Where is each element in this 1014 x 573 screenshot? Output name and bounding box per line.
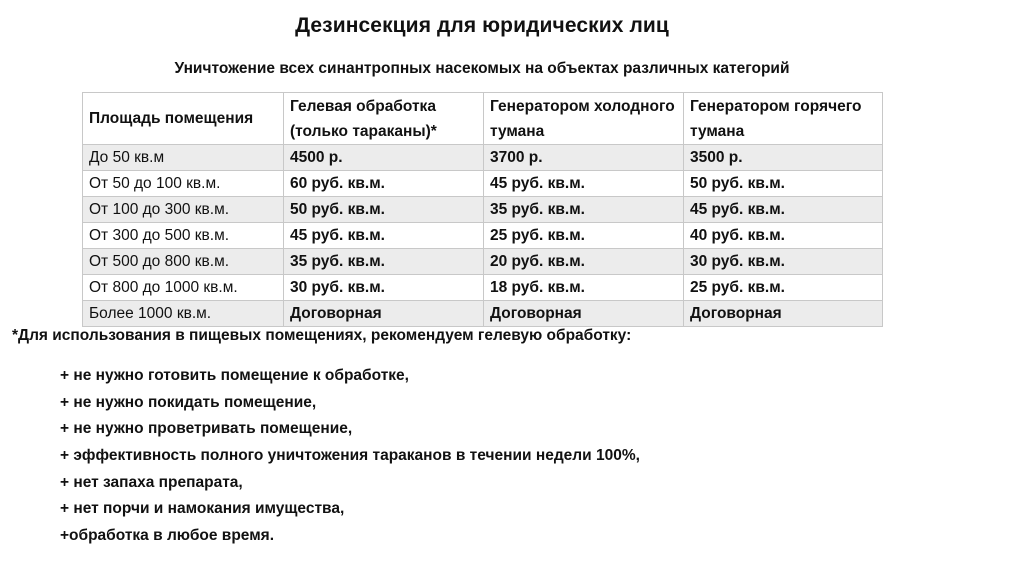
table-row bbox=[83, 249, 883, 275]
price-cell: 25 руб. кв.м. bbox=[484, 223, 684, 249]
list-item: + эффективность полного уничтожения тараканов в течении недели 100%, bbox=[60, 447, 640, 465]
list-item: + не нужно проветривать помещение, bbox=[60, 420, 353, 438]
list-item: + не нужно готовить помещение к обработке, bbox=[60, 367, 409, 384]
price-cell: 45 руб. кв.м. bbox=[284, 223, 484, 249]
table-row bbox=[83, 223, 883, 249]
table-row bbox=[83, 171, 883, 197]
header-area: Площадь помещения bbox=[83, 93, 284, 145]
price-cell: Договорная bbox=[484, 301, 684, 327]
price-cell: 35 руб. кв.м. bbox=[284, 249, 484, 275]
page-title: Дезинсекция для юридических лиц bbox=[295, 14, 669, 37]
list-item: +обработка в любое время. bbox=[60, 527, 275, 545]
table-row bbox=[83, 197, 883, 223]
area-cell: До 50 кв.м bbox=[83, 145, 284, 171]
table-row bbox=[83, 301, 883, 327]
price-cell: 25 руб. кв.м. bbox=[684, 275, 883, 301]
header-gel-treatment: Гелевая обработка (только тараканы)* bbox=[284, 93, 484, 145]
price-cell: 50 руб. кв.м. bbox=[284, 197, 484, 223]
price-cell: 4500 р. bbox=[284, 145, 484, 171]
table-row bbox=[83, 275, 883, 301]
page-subtitle: Уничтожение всех синантропных насекомых на объектах различных категорий bbox=[174, 60, 790, 77]
price-cell: 50 руб. кв.м. bbox=[684, 171, 883, 197]
benefits-list bbox=[60, 366, 640, 553]
table-header-row bbox=[83, 93, 883, 145]
price-cell: Договорная bbox=[284, 301, 484, 327]
price-cell: 18 руб. кв.м. bbox=[484, 275, 684, 301]
price-table bbox=[82, 92, 883, 327]
price-cell: 20 руб. кв.м. bbox=[484, 249, 684, 275]
list-item: + нет запаха препарата, bbox=[60, 473, 243, 491]
price-cell: 35 руб. кв.м. bbox=[484, 197, 684, 223]
price-cell: 3500 р. bbox=[684, 145, 883, 171]
area-cell: От 800 до 1000 кв.м. bbox=[83, 275, 284, 301]
area-cell: От 100 до 300 кв.м. bbox=[83, 197, 284, 223]
header-cold-fog: Генератором холодного тумана bbox=[484, 93, 684, 145]
area-cell: От 500 до 800 кв.м. bbox=[83, 249, 284, 275]
list-item: + нет порчи и намокания имущества, bbox=[60, 500, 345, 518]
price-cell: 45 руб. кв.м. bbox=[684, 197, 883, 223]
table-row bbox=[83, 145, 883, 171]
gel-recommendation-note: *Для использования в пищевых помещениях, рекомендуем гелевую обработку: bbox=[12, 327, 632, 344]
price-cell: 30 руб. кв.м. bbox=[684, 249, 883, 275]
price-cell: 45 руб. кв.м. bbox=[484, 171, 684, 197]
price-cell: 3700 р. bbox=[484, 145, 684, 171]
price-cell: 30 руб. кв.м. bbox=[284, 275, 484, 301]
header-hot-fog: Генератором горячего тумана bbox=[684, 93, 883, 145]
price-cell: 40 руб. кв.м. bbox=[684, 223, 883, 249]
area-cell: От 300 до 500 кв.м. bbox=[83, 223, 284, 249]
area-cell: От 50 до 100 кв.м. bbox=[83, 171, 284, 197]
list-item: + не нужно покидать помещение, bbox=[60, 393, 317, 411]
area-cell: Более 1000 кв.м. bbox=[83, 301, 284, 327]
price-cell: Договорная bbox=[684, 301, 883, 327]
price-cell: 60 руб. кв.м. bbox=[284, 171, 484, 197]
